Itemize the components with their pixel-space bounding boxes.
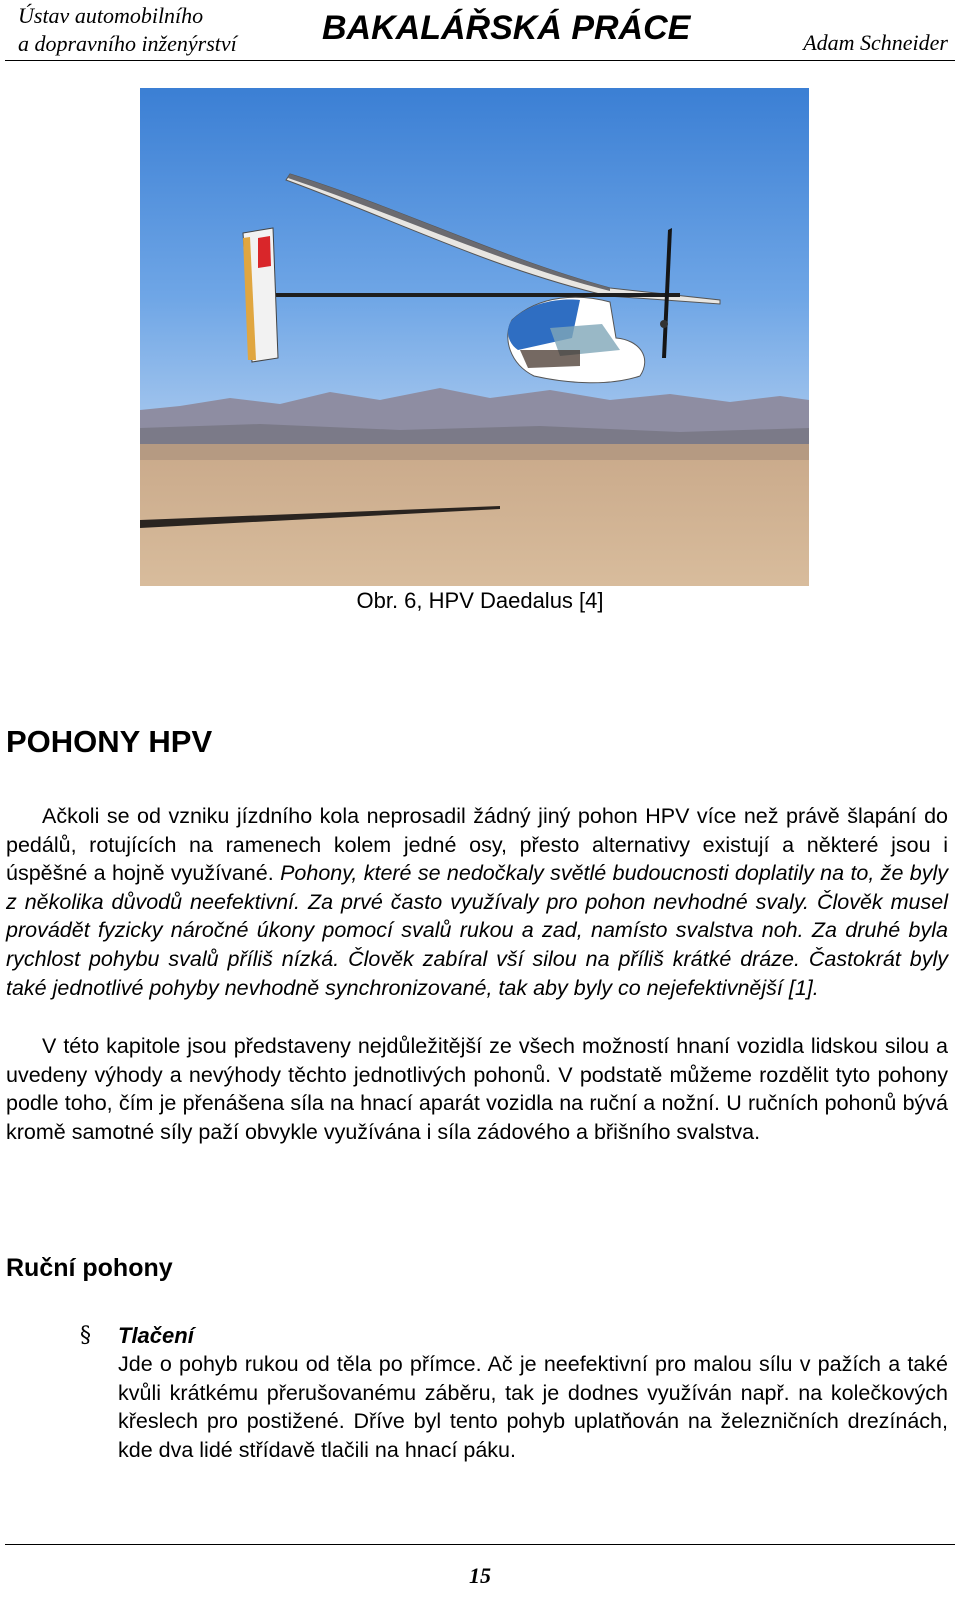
institute-line-2: a dopravního inženýrství bbox=[18, 31, 237, 56]
institute-line-1: Ústav automobilního bbox=[18, 3, 204, 28]
bullet-symbol: § bbox=[80, 1323, 91, 1348]
daedalus-aircraft-photo bbox=[140, 88, 809, 586]
institute-name bbox=[18, 2, 237, 58]
paragraph-intro-regular: Ačkoli se od vzniku jízdního kola neprosadil žádný jiný pohon HPV více než právě šlapání do pedálů, rotujících na ramenech kolem jedné osy, přesto alternativy existují a některé jsou i úspěšné a hojně využívané. bbox=[6, 804, 948, 886]
section-heading: POHONY HPV bbox=[6, 724, 213, 759]
aircraft-photo-illustration bbox=[140, 88, 809, 586]
footer-divider bbox=[5, 1544, 955, 1545]
header-divider bbox=[5, 60, 955, 61]
paragraph-intro bbox=[6, 802, 948, 1002]
paragraph-intro-italic: Pohony, které se nedočkaly světlé budoucnosti doplatily na to, že byly z několika důvodů neefektivní. Za prvé často využívaly pro pohon nevhodné svaly. Člověk musel provádět fyzicky náročné úkony pomocí svalů rukou a zad, namísto svalstva noh. Za druhé byla rychlost pohybu svalů příliš nízká. Člověk zabíral vší silou na příliš krátké dráze. Častokrát byly také jednotlivé pohyby nevhodně synchronizované, tak aby byly co nejefektivnější [1]. bbox=[6, 861, 948, 1000]
subsection-heading: Ruční pohony bbox=[6, 1254, 173, 1282]
bullet-item-title: Tlačení bbox=[118, 1323, 194, 1348]
figure-caption: Obr. 6, HPV Daedalus [4] bbox=[356, 588, 604, 613]
page-header bbox=[0, 0, 960, 62]
document-type-title: BAKALÁŘSKÁ PRÁCE bbox=[322, 9, 691, 47]
bullet-item-text: Jde o pohyb rukou od těla po přímce. Ač je neefektivní pro malou sílu v pažích a také kvůli krátkému přerušovanému záběru, tak je dodnes využíván např. na kolečkových křeslech pro postižené. Dříve byl tento pohyb uplatňován na železničních drezínách, kde dva lidé střídavě tlačili na hnací páku. bbox=[118, 1352, 948, 1462]
author-name: Adam Schneider bbox=[803, 30, 948, 55]
paragraph-chapter-overview: V této kapitole jsou představeny nejdůležitější ze všech možností hnaní vozidla lidskou silou a uvedeny výhody a nevýhody těchto jednotlivých pohonů. V podstatě můžeme rozdělit tyto pohony podle toho, čím je přenášena síla na hnací aparát vozidla na ruční a nožní. U ručních pohonů bývá kromě samotné síly paží obvykle využívána i síla zádového a břišního svalstva. bbox=[6, 1034, 948, 1144]
page-number: 15 bbox=[469, 1563, 491, 1588]
